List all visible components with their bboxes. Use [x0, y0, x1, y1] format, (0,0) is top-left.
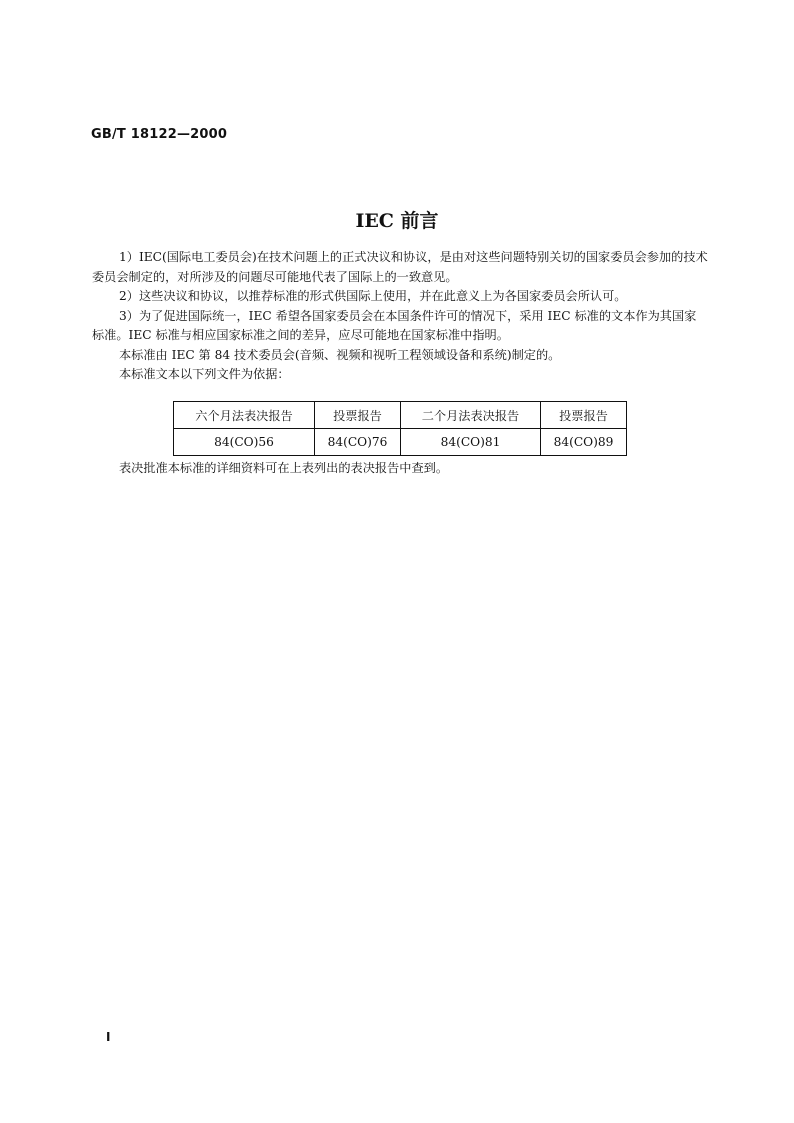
table-cell: 84(CO)76	[315, 429, 401, 456]
paragraph-4: 本标准由 IEC 第 84 技术委员会(音频、视频和视听工程领域设备和系统)制定的。	[119, 347, 561, 362]
standard-code: GB/T 18122—2000	[91, 127, 228, 142]
table-row	[174, 429, 627, 456]
body-text	[92, 248, 708, 385]
page-number: I	[106, 1030, 111, 1044]
paragraph-1: 1）IEC(国际电工委员会)在技术问题上的正式决议和协议，是由对这些问题特别关切的国家委员会参加的技术委员会制定的，对所涉及的问题尽可能地代表了国际上的一致意见。	[92, 250, 708, 284]
paragraph-2: 2）这些决议和协议，以推荐标准的形式供国际上使用，并在此意义上为各国家委员会所认可。	[119, 289, 627, 303]
table-header-cell: 二个月法表决报告	[401, 402, 541, 429]
table-cell: 84(CO)56	[174, 429, 315, 456]
report-table	[173, 401, 627, 456]
page-title: IEC 前言	[355, 210, 439, 232]
table-header-row	[174, 402, 627, 429]
paragraph-5: 本标准文本以下列文件为依据：	[119, 367, 290, 381]
table-header-cell: 投票报告	[315, 402, 401, 429]
table-header-cell: 投票报告	[541, 402, 627, 429]
closing-paragraph: 表决批准本标准的详细资料可在上表列出的表决报告中查到。	[119, 461, 449, 475]
table-cell: 84(CO)81	[401, 429, 541, 456]
paragraph-3: 3）为了促进国际统一，IEC 希望各国家委员会在本国条件许可的情况下，采用 IEC 标准的文本作为其国家标准。IEC 标准与相应国家标准之间的差异，应尽可能地在国家标准中指明。	[92, 308, 697, 342]
table-cell: 84(CO)89	[541, 429, 627, 456]
table-header-cell: 六个月法表决报告	[174, 402, 315, 429]
